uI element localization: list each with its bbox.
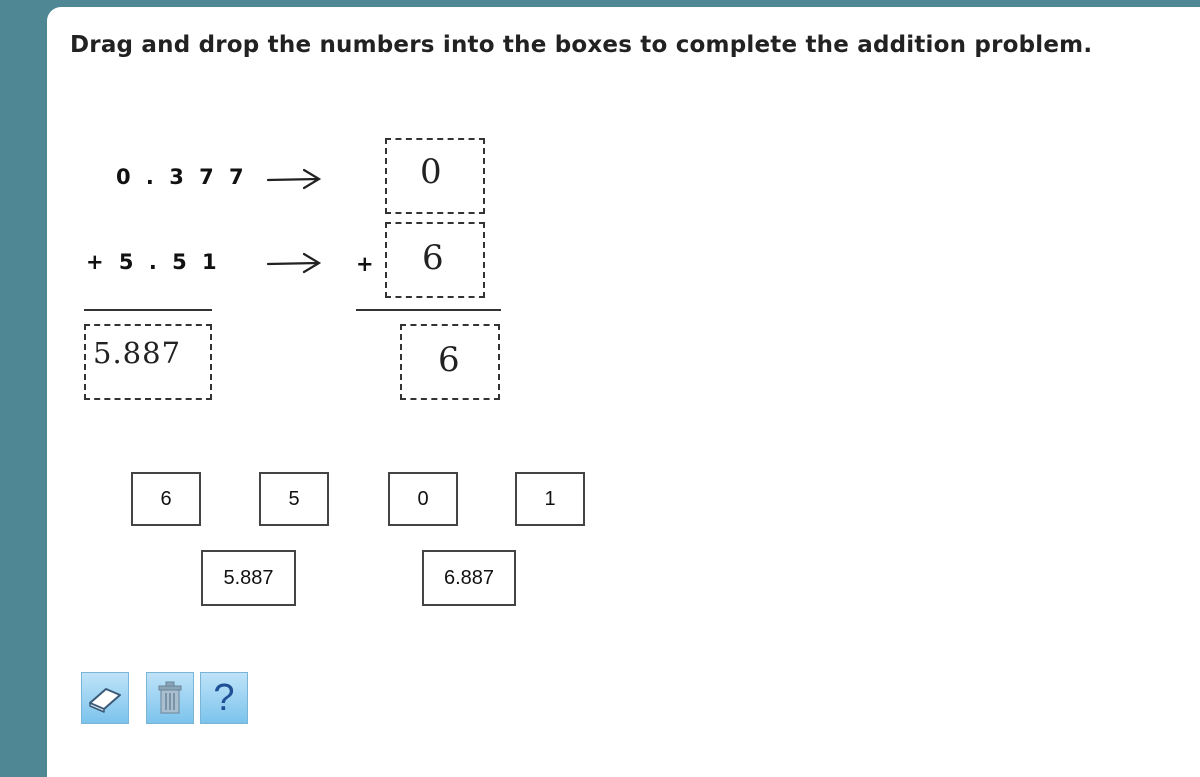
eraser-icon <box>86 683 124 713</box>
help-button[interactable] <box>200 672 248 724</box>
eraser-button[interactable] <box>81 672 129 724</box>
arrow-right-icon <box>266 166 322 190</box>
addend-1: 0 . 3 7 7 <box>116 165 248 189</box>
sum-line-left <box>84 309 212 311</box>
trash-icon <box>155 680 185 716</box>
tile-6-887[interactable]: 6.887 <box>422 550 516 606</box>
tile-6[interactable]: 6 <box>131 472 201 526</box>
tile-1[interactable]: 1 <box>515 472 585 526</box>
tile-0[interactable]: 0 <box>388 472 458 526</box>
trash-button[interactable] <box>146 672 194 724</box>
plus-sign: + <box>356 252 374 276</box>
tile-5-887[interactable]: 5.887 <box>201 550 296 606</box>
sum-line-right <box>356 309 501 311</box>
drop-box-result-value: 6 <box>438 340 460 380</box>
content-panel <box>47 7 1200 777</box>
arrow-right-icon <box>266 250 322 274</box>
tile-5[interactable]: 5 <box>259 472 329 526</box>
drop-box-top-value: 0 <box>420 152 442 192</box>
addend-2: + 5 . 5 1 <box>86 250 221 274</box>
instruction-text: Drag and drop the numbers into the boxes to complete the addition problem. <box>70 32 1093 58</box>
sum-answer-handwritten: 5.887 <box>93 336 182 370</box>
drop-box-middle-value: 6 <box>422 238 444 278</box>
help-icon: ? <box>213 676 235 719</box>
